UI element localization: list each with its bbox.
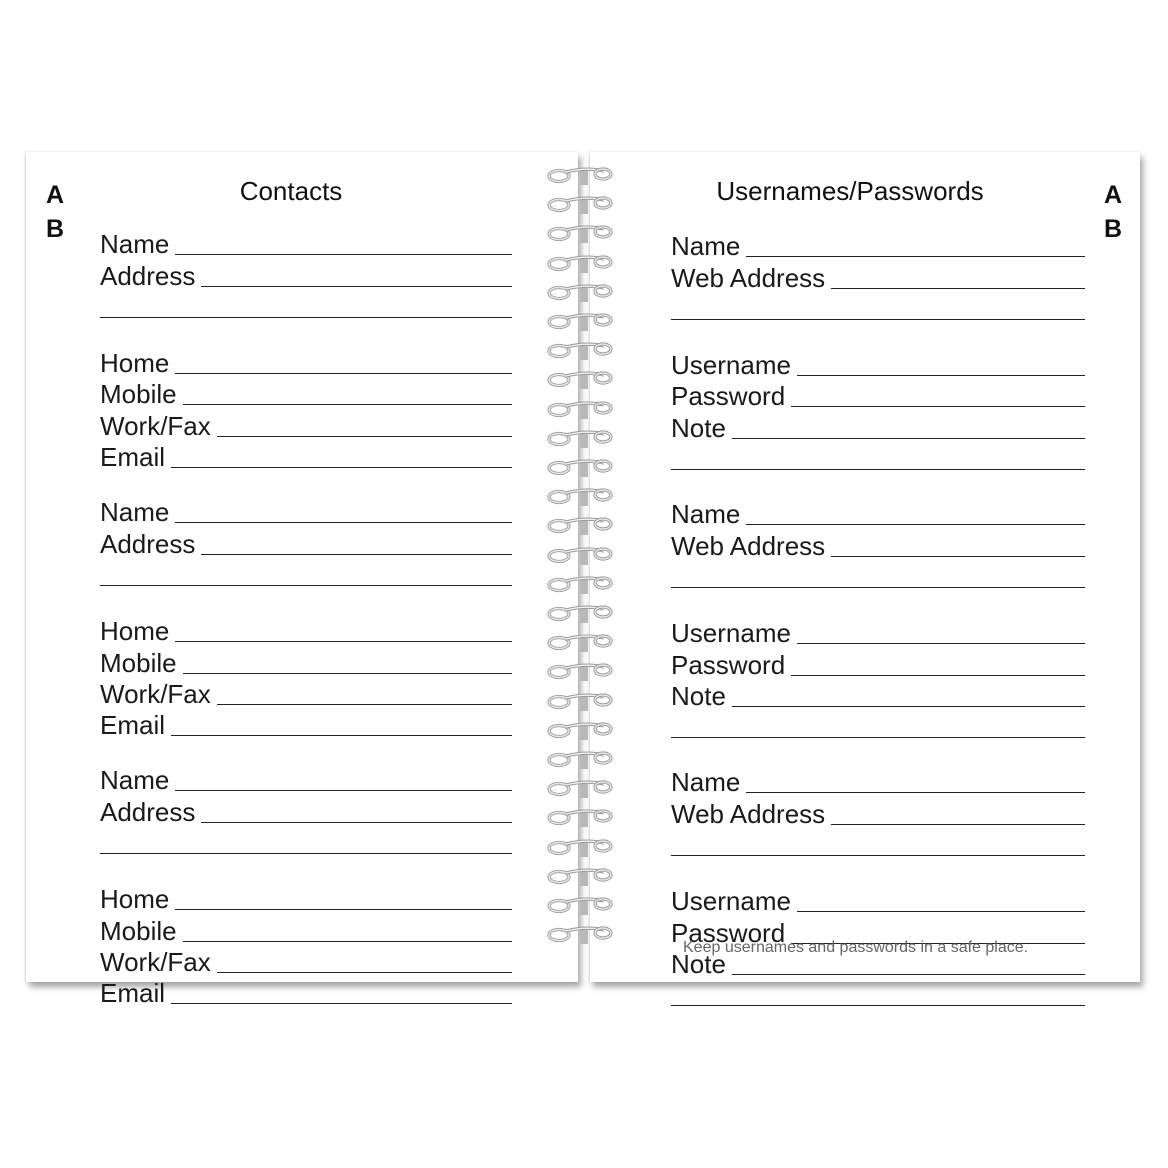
spiral-coil (546, 604, 616, 624)
field-label: Name (671, 231, 741, 262)
field-label: Work/Fax (100, 678, 211, 709)
address-continuation-field[interactable] (100, 825, 512, 856)
field-label: Password (671, 381, 786, 412)
page-title: Usernames/Passwords (716, 176, 984, 206)
web-address-continuation-field[interactable] (671, 559, 1085, 590)
site-name-field[interactable] (671, 496, 1085, 530)
note-continuation-field[interactable] (671, 977, 1085, 1008)
note-continuation-field[interactable] (671, 709, 1085, 740)
footnote: Keep usernames and passwords in a safe place. (683, 939, 1029, 956)
address-field[interactable] (100, 525, 512, 559)
spiral-coil (546, 692, 616, 712)
name-field[interactable] (100, 494, 512, 528)
field-label: Home (100, 348, 170, 379)
tab-letter-a: A (46, 181, 65, 209)
write-line[interactable] (201, 821, 512, 823)
field-label: Name (671, 499, 741, 530)
spiral-coil (546, 458, 616, 478)
field-label: Email (100, 710, 166, 741)
spiral-coil (546, 195, 616, 215)
spiral-binding (546, 166, 616, 966)
write-line[interactable] (100, 852, 512, 854)
write-line[interactable] (175, 908, 512, 910)
address-field[interactable] (100, 793, 512, 827)
field-label: Name (100, 229, 170, 260)
page-title: Contacts (239, 176, 343, 206)
mobile-phone-field[interactable] (100, 644, 512, 678)
field-label: Username (671, 618, 791, 649)
work-fax-field[interactable] (100, 676, 512, 707)
spiral-coil (546, 838, 616, 858)
field-label: Note (671, 680, 726, 711)
write-line[interactable] (201, 553, 512, 555)
field-label: Mobile (100, 379, 177, 410)
write-line[interactable] (797, 374, 1085, 376)
tab-letter-b: B (46, 215, 65, 243)
work-fax-field[interactable] (100, 944, 512, 975)
password-field[interactable] (671, 378, 1085, 412)
username-field[interactable] (671, 883, 1085, 917)
tab-letter-a: A (1103, 181, 1122, 209)
field-label: Address (100, 796, 196, 827)
passwords-page (590, 152, 1140, 982)
spiral-coil (546, 633, 616, 653)
write-line[interactable] (831, 823, 1085, 825)
spiral-coil (546, 341, 616, 361)
spiral-coil (546, 896, 616, 916)
write-line[interactable] (791, 405, 1085, 407)
address-continuation-field[interactable] (100, 289, 512, 320)
write-line[interactable] (175, 789, 512, 791)
web-address-field[interactable] (671, 259, 1085, 293)
field-label: Email (100, 442, 166, 473)
site-name-field[interactable] (671, 764, 1085, 798)
field-label: Name (671, 767, 741, 798)
write-line[interactable] (183, 403, 512, 405)
name-field[interactable] (100, 762, 512, 796)
write-line[interactable] (171, 466, 512, 468)
username-field[interactable] (671, 615, 1085, 649)
write-line[interactable] (671, 736, 1085, 738)
write-line[interactable] (183, 940, 512, 942)
write-line[interactable] (671, 1004, 1085, 1006)
spiral-coil (546, 370, 616, 390)
field-label: Address (100, 528, 196, 559)
field-label: Email (100, 978, 166, 1009)
field-label: Work/Fax (100, 410, 211, 441)
write-line[interactable] (171, 1002, 512, 1004)
web-address-continuation-field[interactable] (671, 291, 1085, 322)
spiral-coil (546, 808, 616, 828)
username-field[interactable] (671, 347, 1085, 381)
write-line[interactable] (746, 523, 1085, 525)
write-line[interactable] (671, 468, 1085, 470)
mobile-phone-field[interactable] (100, 912, 512, 946)
write-line[interactable] (217, 971, 512, 973)
write-line[interactable] (797, 642, 1085, 644)
spiral-coil (546, 546, 616, 566)
field-label: Note (671, 948, 726, 979)
index-tab[interactable] (1104, 178, 1122, 246)
field-label: Password (671, 917, 786, 948)
spiral-coil (546, 925, 616, 945)
spiral-coil (546, 254, 616, 274)
spiral-coil (546, 721, 616, 741)
field-label: Home (100, 884, 170, 915)
write-line[interactable] (100, 316, 512, 318)
mobile-phone-field[interactable] (100, 376, 512, 410)
write-line[interactable] (797, 910, 1085, 912)
field-label: Mobile (100, 647, 177, 678)
spiral-coil (546, 400, 616, 420)
field-label: Username (671, 350, 791, 381)
write-line[interactable] (217, 435, 512, 437)
write-line[interactable] (201, 285, 512, 287)
spiral-coil (546, 487, 616, 507)
spiral-coil (546, 283, 616, 303)
write-line[interactable] (746, 791, 1085, 793)
field-label: Name (100, 765, 170, 796)
spiral-coil (546, 166, 616, 186)
address-continuation-field[interactable] (100, 557, 512, 588)
email-field[interactable] (100, 707, 512, 741)
write-line[interactable] (217, 703, 512, 705)
work-fax-field[interactable] (100, 407, 512, 441)
write-line[interactable] (831, 287, 1085, 289)
field-label: Work/Fax (100, 946, 211, 977)
field-label: Username (671, 886, 791, 917)
write-line[interactable] (175, 253, 512, 255)
write-line[interactable] (671, 318, 1085, 320)
tab-letter-b: B (1103, 215, 1122, 243)
spiral-coil (546, 312, 616, 332)
password-field[interactable] (671, 646, 1085, 680)
web-address-continuation-field[interactable] (671, 827, 1085, 858)
field-label: Web Address (671, 262, 826, 293)
passwords-form (671, 228, 1085, 1008)
web-address-field[interactable] (671, 795, 1085, 829)
write-line[interactable] (183, 672, 512, 674)
spiral-coil (546, 224, 616, 244)
write-line[interactable] (175, 521, 512, 523)
web-address-field[interactable] (671, 527, 1085, 561)
write-line[interactable] (671, 586, 1085, 588)
write-line[interactable] (791, 674, 1085, 676)
write-line[interactable] (671, 854, 1085, 856)
write-line[interactable] (831, 555, 1085, 557)
home-phone-field[interactable] (100, 613, 512, 647)
field-label: Home (100, 616, 170, 647)
spiral-coil (546, 662, 616, 682)
spiral-coil (546, 867, 616, 887)
home-phone-field[interactable] (100, 881, 512, 915)
write-line[interactable] (100, 584, 512, 586)
note-field[interactable] (671, 678, 1085, 709)
field-label: Web Address (671, 530, 826, 561)
spiral-coil (546, 575, 616, 595)
field-label: Password (671, 649, 786, 680)
email-field[interactable] (100, 439, 512, 473)
field-label: Name (100, 497, 170, 528)
index-tab[interactable] (46, 178, 64, 246)
field-label: Web Address (671, 798, 826, 829)
note-field[interactable] (671, 409, 1085, 443)
address-field[interactable] (100, 257, 512, 291)
spiral-coil (546, 516, 616, 536)
spiral-coil (546, 429, 616, 449)
write-line[interactable] (171, 734, 512, 736)
site-name-field[interactable] (671, 228, 1085, 262)
field-label: Mobile (100, 915, 177, 946)
write-line[interactable] (732, 973, 1085, 975)
write-line[interactable] (175, 372, 512, 374)
field-label: Address (100, 260, 196, 291)
write-line[interactable] (746, 255, 1085, 257)
note-continuation-field[interactable] (671, 441, 1085, 472)
contacts-form (100, 226, 512, 1009)
contacts-page (26, 152, 578, 1009)
write-line[interactable] (732, 705, 1085, 707)
write-line[interactable] (175, 640, 512, 642)
email-field[interactable] (100, 975, 512, 1009)
home-phone-field[interactable] (100, 345, 512, 379)
field-label: Note (671, 412, 726, 443)
name-field[interactable] (100, 226, 512, 260)
write-line[interactable] (732, 437, 1085, 439)
spiral-coil (546, 750, 616, 770)
spiral-coil (546, 779, 616, 799)
